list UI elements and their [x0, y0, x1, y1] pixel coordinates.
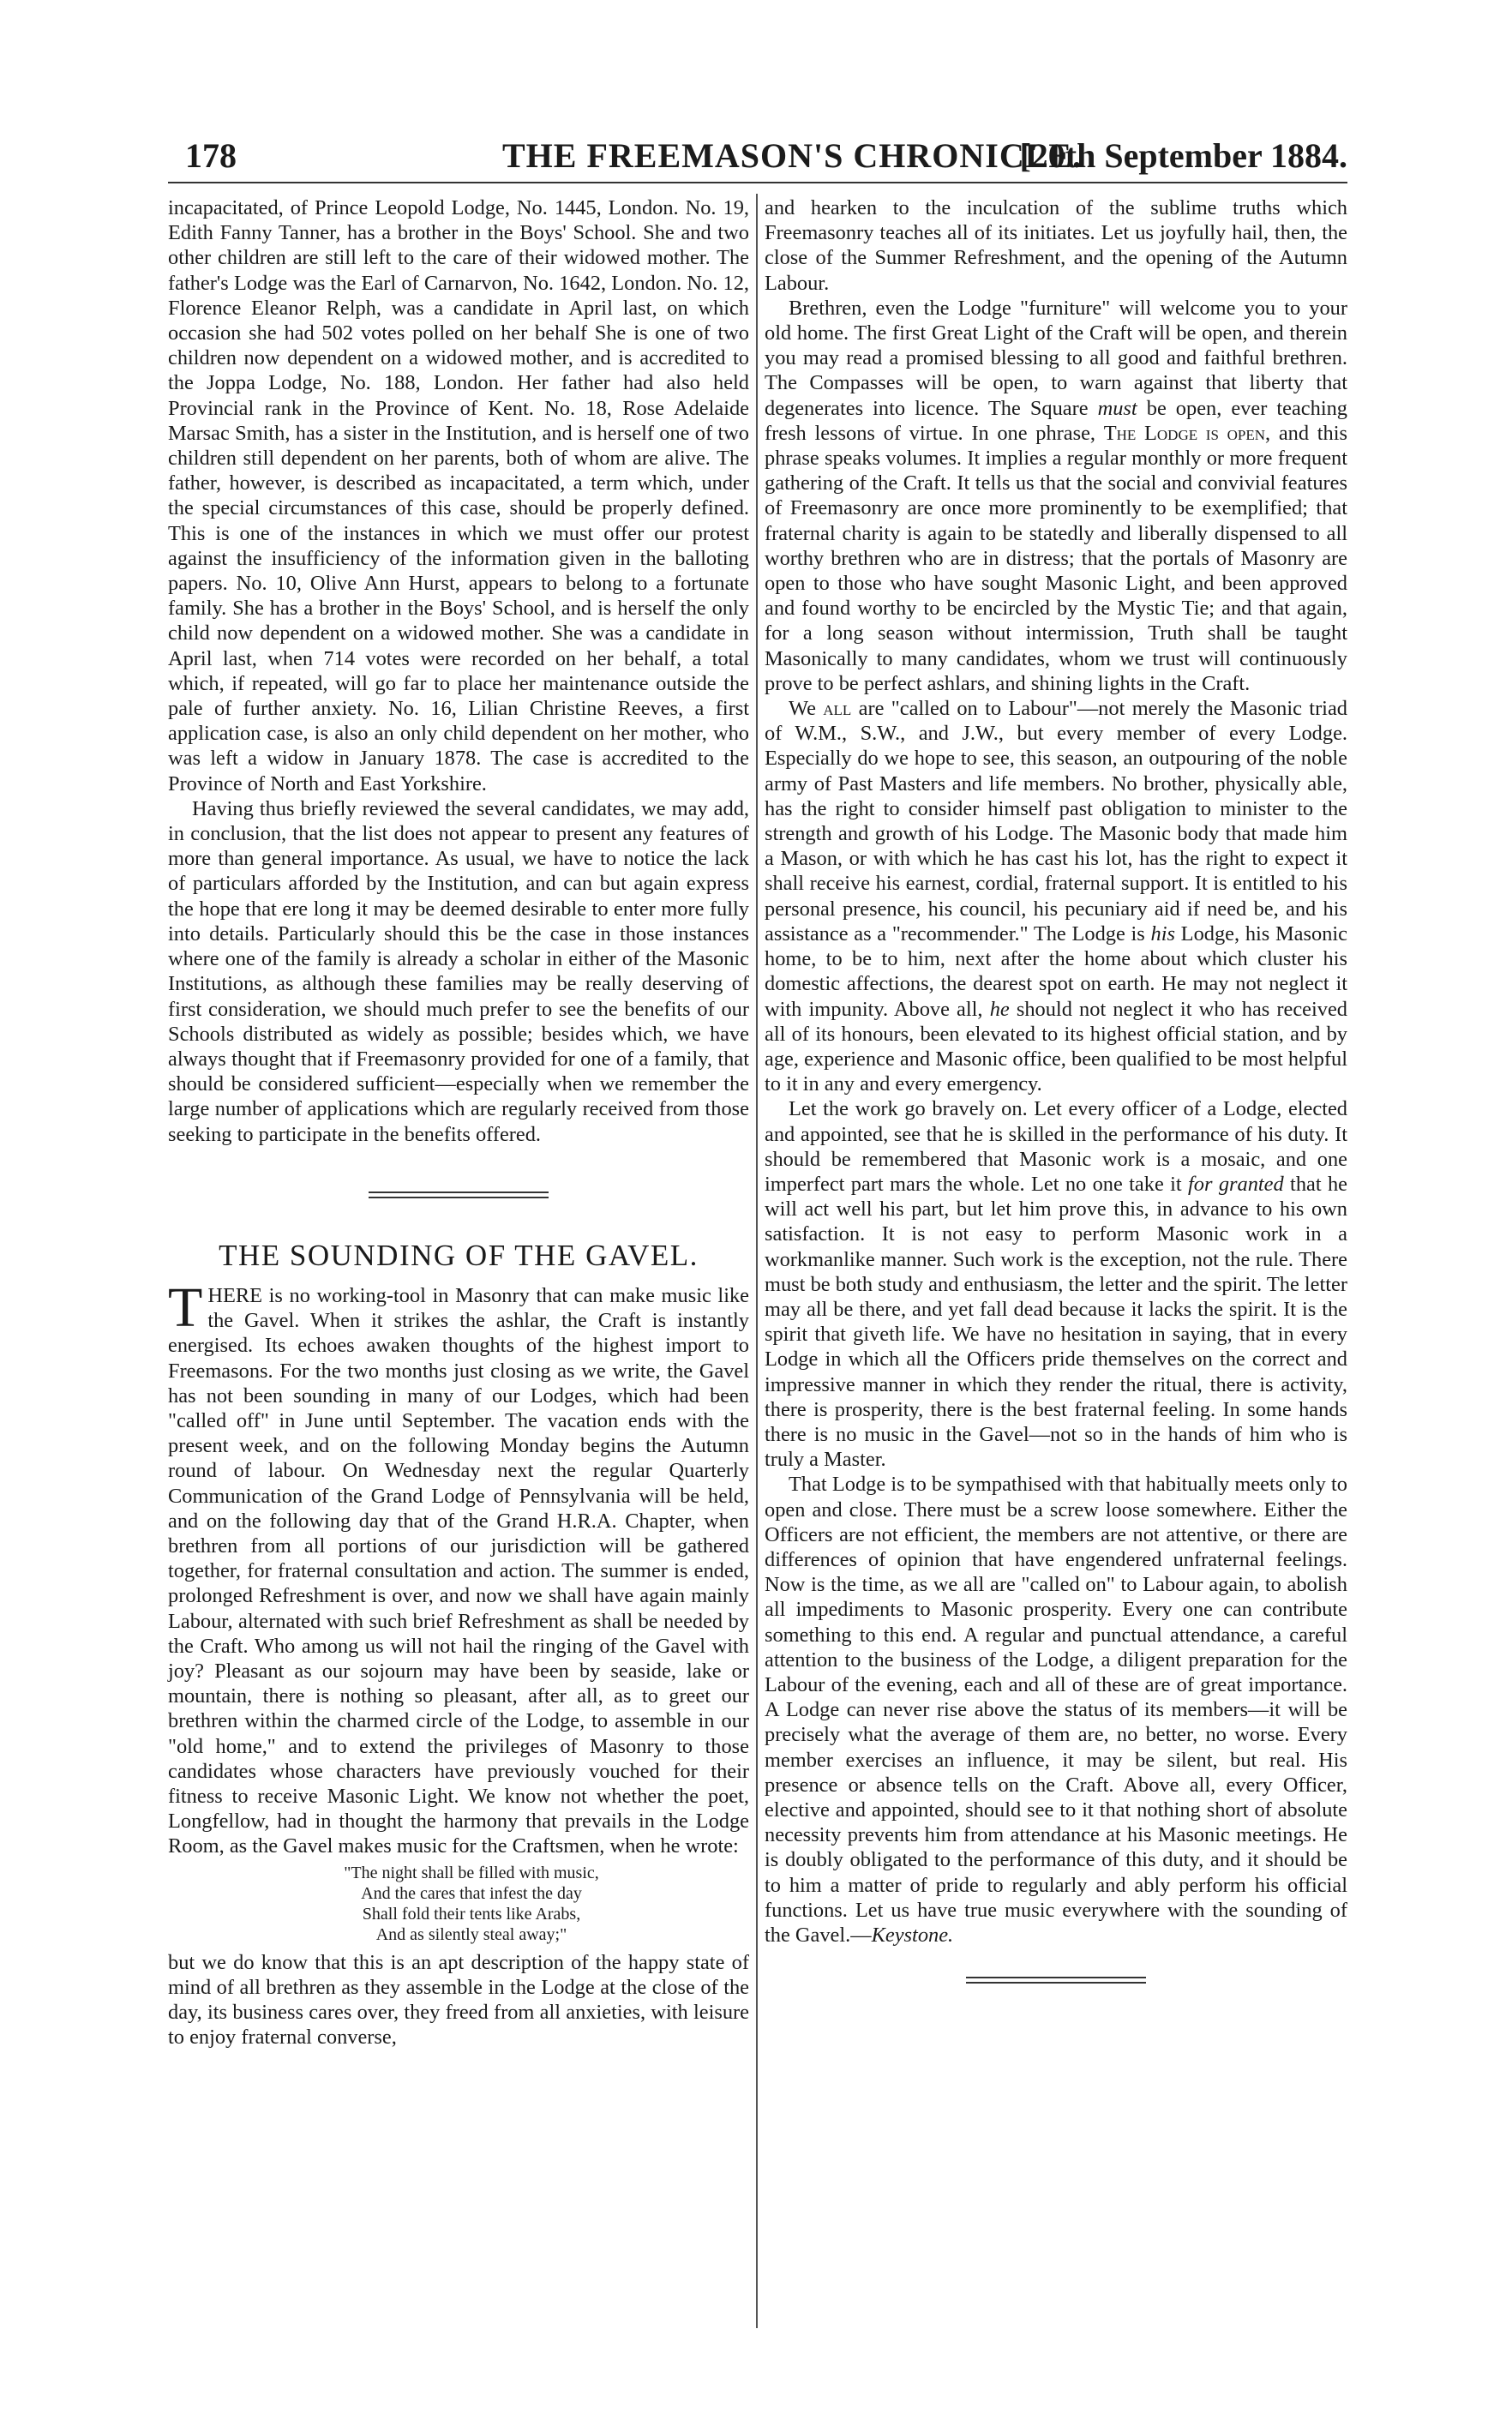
right-paragraph-2 [765, 296, 1347, 696]
page-header [168, 130, 1347, 182]
italic-run: must [1097, 396, 1137, 420]
quote-line: Shall fold their tents like Arabs, [362, 1904, 581, 1924]
italic-run: for granted [1188, 1172, 1284, 1196]
page-number: 178 [185, 136, 237, 175]
section-separator [369, 1191, 549, 1198]
text-run: Let the work go bravely on. Let every officer of a Lodge, elected and appointed, see that he is skilled in the performance of his duty. It should be remembered that Masonic work is a mosaic, and one imperfect part mars the whole. Let no one take it [765, 1097, 1347, 1196]
text-run: Brethren, even the Lodge "furniture" will welcome you to your old home. The first Great Light of the Craft will be open, and therein you may read a promised blessing to all good and faithful brethren. The Compasses will be open, to warn against that liberty that degenerates into licence. The Square [765, 296, 1347, 420]
small-caps-run: all [823, 697, 852, 721]
text-run: are "called on to Labour"—not merely the Masonic triad of W.M., S.W., and J.W., but every member of every Lodge. Especially do we hope to see, this season, an outpouring of the noble army of Past Masters and life members. No brother, physically able, has the right to consider himself past obligation to minister to the strength and growth of his Lodge. The Masonic body that made him a Mason, or with which he has cast his lot, has the right to expect it shall receive his earnest, cordial, fraternal support. It is entitled to his personal presence, his council, his pecuniary aid if need be, and his assistance as a "recommender." The Lodge is [765, 697, 1347, 945]
small-caps-run: The Lodge is open [1103, 421, 1266, 445]
text-run: We [789, 697, 824, 721]
article-end-rule [966, 1977, 1146, 1984]
longfellow-quote [194, 1863, 749, 1945]
gavel-paragraph-1-text: HERE is no working-tool in Masonry that can make music like the Gavel. When it strikes the ashlar, the Craft is instantly energised. Its echoes awaken thoughts of the highest import to Freemasons. For the two months just closing as we write, the Gavel has not been sounding in many of our Lodges, which had been "called off" in June until September. The vacation ends with the present week, and on the following Monday begins the Autumn round of labour. On Wednesday next the regular Quarterly Communication of the Grand Lodge of Pennsylvania will be held, and on the following day that of the Grand H.R.A. Chapter, when brethren from all portions of our jurisdiction will be gathered together, for fraternal consultation and action. The summer is ended, prolonged Refreshment is over, and now we shall have again mainly Labour, alternated with such brief Refreshment as shall be needed by the Craft. Who among us will not hail the ringing of the Gavel with joy? Pleasant as our sojourn may have been by seaside, lake or mountain, there is nothing so pleasant, after all, as to greet our brethren within the charmed circle of the Lodge, to assemble in our "old home," and to extend the privileges of Masonry to those candidates whose characters have previously vouched for their fitness to receive Masonic Light. We know not whether the poet, Longfellow, had in thought the harmony that prevails in the Lodge Room, as the Gavel makes music for the Craftsmen, when he wrote: [168, 1283, 749, 1858]
gavel-paragraph-1 [168, 1276, 749, 1859]
quote-line: And as silently steal away;" [375, 1924, 567, 1944]
drop-cap: T [168, 1276, 203, 1339]
right-column [765, 195, 1347, 1987]
right-paragraph-1: and hearken to the inculcation of the sublime truths which Freemasonry teaches all of its initiates. Let us joyfully hail, then, the close of the Summer Refreshment, and the opening of the Autumn Labour. [765, 196, 1347, 295]
text-run: be open, ever teaching fresh lessons of virtue. In one phrase, [765, 396, 1347, 445]
quote-line: And the cares that infest the day [361, 1883, 582, 1903]
newspaper-title: THE FREEMASON'S CHRONICLE. [502, 136, 1083, 175]
right-paragraph-5 [765, 1472, 1347, 1948]
column-divider [756, 194, 758, 2328]
text-run: should not neglect it who has received all of its honours, been elevated to its highest official station, and by age, experience and Masonic office, been qualified to be most helpful to it in any and every emergency. [765, 997, 1348, 1096]
text-run: That Lodge is to be sympathised with that habitually meets only to open and close. There must be a screw loose somewhere. Either the Officers are not efficient, the members are not attentive, or there are differences of opinion that have engendered unfraternal feelings. Now is the time, as we all are "called on" to Labour again, to abolish all impediments to Masonic prosperity. Every one can contribute something to this end. A regular and punctual attendance, a careful attention to the business of the Lodge, a diligent preparation for the Labour of the evening, each and all of these are of great importance. A Lodge can never rise above the status of its members—it will be precisely what the average of them are, no better, no worse. Every member exercises an influence, it may be silent, but real. His presence or absence tells on the Craft. Above all, every Officer, elective and appointed, should see to it that nothing short of absolute necessity prevents him from attendance at his Masonic meetings. He is doubly obligated to the performance of this duty, and it should be to him a matter of pride to regularly and ably perform his official functions. Let us have true music everywhere with the sounding of the Gavel.— [765, 1473, 1347, 1948]
italic-run: he [989, 997, 1010, 1021]
text-run: Lodge, his Masonic home, to be to him, next after the home about which cluster his domestic affections, the dearest spot on earth. He may not neglect it with impunity. Above all, [765, 921, 1347, 1021]
text-run: , and this phrase speaks volumes. It implies a regular monthly or more frequent gathering of the Craft. It tells us that the social and convivial features of Freemasonry are once more prominently to be exemplified; that fraternal charity is again to be statedly and liberally dispensed to all worthy brethren who are in distress; that the portals of Masonry are open to those who have sought Masonic Light, and been approved and found worthy to be encircled by the Mystic Tie; and that again, for a long season without intermission, Truth shall be taught Masonically to many candidates, whom we trust will continuously prove to be perfect ashlars, and shining lights in the Craft. [765, 421, 1347, 695]
section-title: THE SOUNDING OF THE GAVEL. [219, 1238, 699, 1272]
right-paragraph-4 [765, 1096, 1347, 1472]
issue-date: [20th September 1884. [1019, 136, 1347, 175]
italic-run: his [1150, 921, 1175, 945]
left-paragraph-1: incapacitated, of Prince Leopold Lodge, No. 1445, London. No. 19, Edith Fanny Tanner, has a brother in the Boys' School. She and two other children are still left to the care of their widowed mother. The father's Lodge was the Earl of Carnarvon, No. 1642, London. No. 12, Florence Eleanor Relph, was a candidate in April last, on which occasion she had 502 votes polled on her behalf She is one of two children now dependent on a widowed mother, and is accredited to the Joppa Lodge, No. 188, London. Her father had also held Provincial rank in the Province of Kent. No. 18, Rose Adelaide Marsac Smith, has a sister in the Institution, and is herself one of two children still dependent on her parents, both of whom are alive. The father, however, is described as incapacitated, a term which, under the special circumstances of this case, should be properly defined. This is one of the instances in which we must offer our protest against the insufficiency of the information given in the balloting papers. No. 10, Olive Ann Hurst, appears to belong to a fortunate family. She has a brother in the Boys' School, and is herself the only child now dependent on a widowed mother. She was a candidate in April last, when 714 votes were recorded on her behalf, a total which, if repeated, will go far to place her maintenance outside the pale of further anxiety. No. 16, Lilian Christine Reeves, a first application case, is also an only child dependent on her mother, who was left a widow in January 1878. The case is accredited to the Province of North and East Yorkshire. [168, 196, 749, 795]
source-credit: Keystone. [871, 1924, 954, 1948]
header-rule [168, 182, 1347, 183]
left-paragraph-2: Having thus briefly reviewed the several candidates, we may add, in conclusion, that the list does not appear to present any features of more than general importance. As usual, we have to notice the lack of particulars afforded by the Institution, and can but again express the hope that ere long it may be deemed desirable to enter more fully into details. Particularly should this be the case in those instances where one of the family is already a scholar in either of the Masonic Institutions, as although these families may be really deserving of first consideration, we should much prefer to see the benefits of our Schools distributed as widely as possible; besides which, we have always thought that if Freemasonry provided for one of a family, that should be considered sufficient—especially when we remember the large number of applications which are regularly received from those seeking to participate in the benefits offered. [168, 796, 749, 1146]
gavel-paragraph-2: but we do know that this is an apt description of the happy state of mind of all brethren as they assemble in the Lodge at the close of the day, its business cares over, they freed from all anxieties, with leisure to enjoy fraternal converse, [168, 1950, 749, 2050]
text-run: that he will act well his part, but let him prove this, in advance to his own satisfaction. It is not easy to perform Masonic work in a workmanlike manner. Such work is the exception, not the rule. There must be both study and enthusiasm, the letter and the spirit. The letter may all be there, and yet fall dead because it lacks the spirit. It is the spirit that giveth life. We have no hesitation in saying, that in every Lodge in which all the Officers pride themselves on the correct and impressive manner in which they render the ritual, there is activity, there is prosperity, there is the best fraternal feeling. In some hands there is no music in the Gavel—not so in the hands of him who is truly a Master. [765, 1172, 1347, 1472]
left-column [168, 195, 749, 2050]
quote-line: "The night shall be filled with music, [344, 1863, 599, 1882]
right-paragraph-3 [765, 696, 1347, 1096]
